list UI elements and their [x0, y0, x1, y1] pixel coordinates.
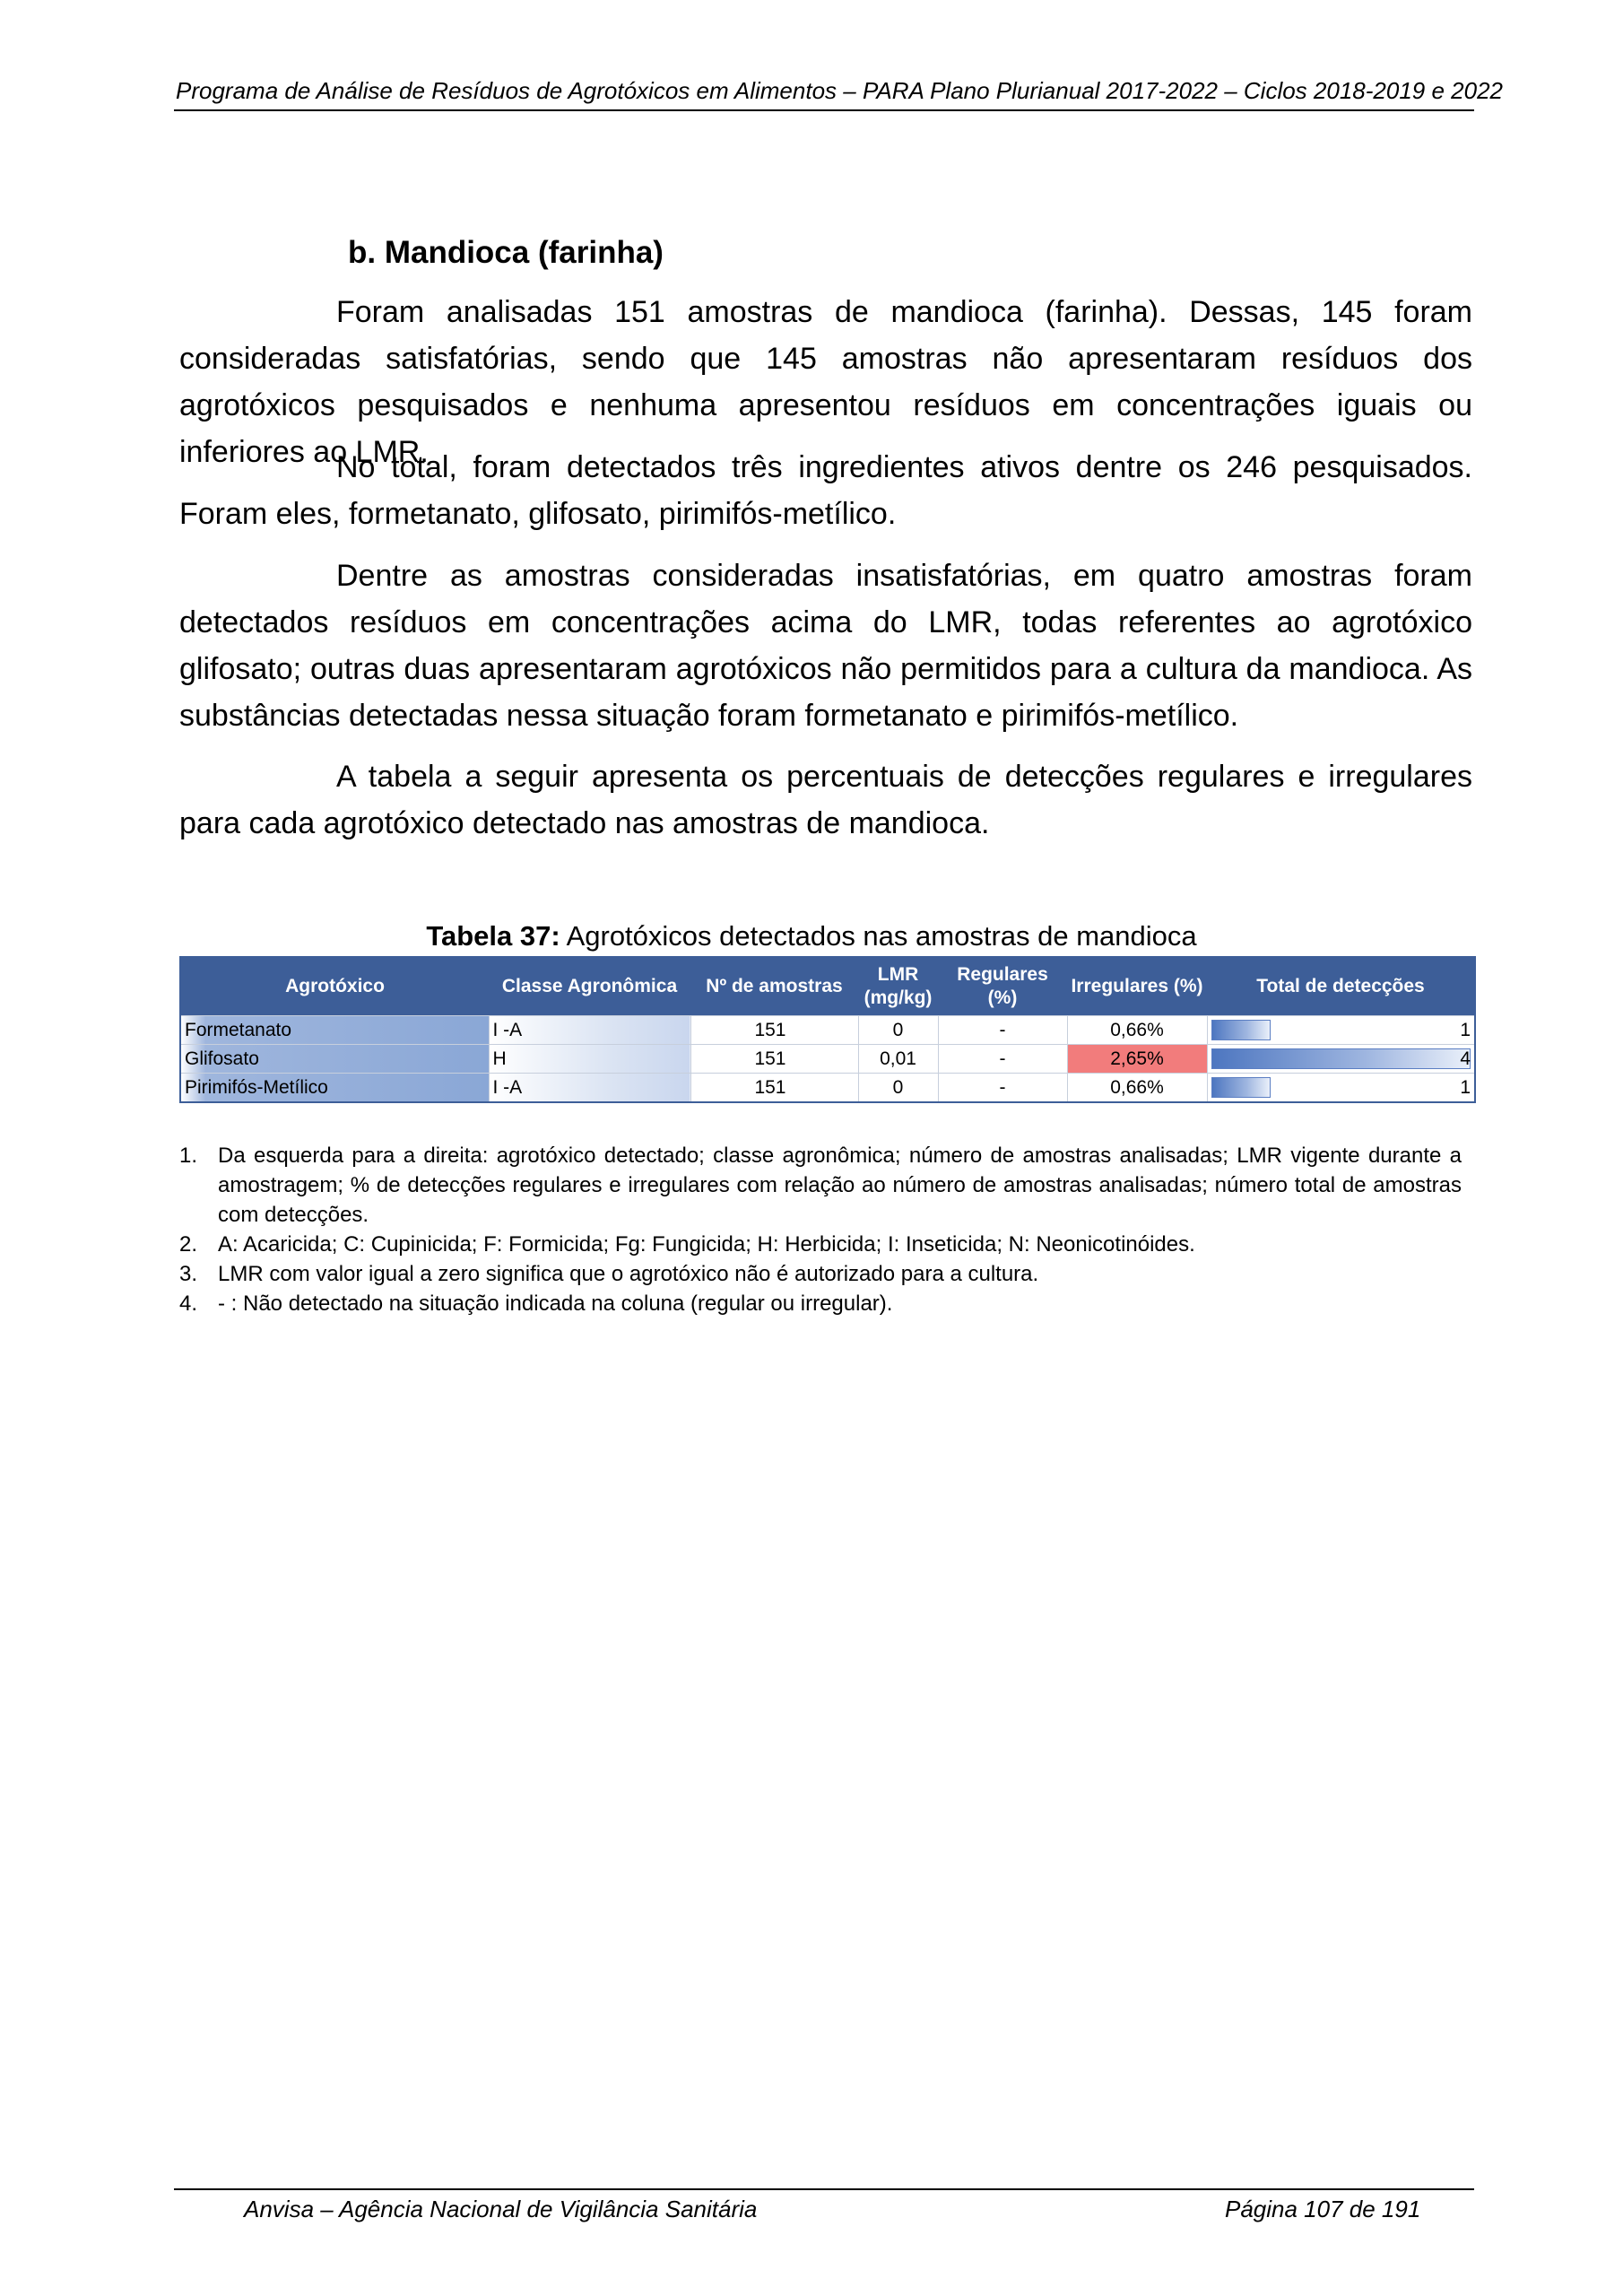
cell-classe: I -A	[489, 1016, 690, 1045]
detections-value: 1	[1460, 1019, 1471, 1040]
paragraph-samples: Foram analisadas 151 amostras de mandioca (farinha). Dessas, 145 foram consideradas satisfatórias, sendo que 145 amostras não apresentaram resíduos dos agrotóxicos pesquisados e nenhuma apresentou resíduos em concentrações iguais ou inferiores ao LMR.	[179, 295, 1472, 469]
col-header-agrotoxico: Agrotóxico	[180, 957, 489, 1016]
cell-lmr: 0	[858, 1074, 938, 1103]
cell-regulares: -	[938, 1045, 1067, 1074]
page-header: Programa de Análise de Resíduos de Agrotóxicos em Alimentos – PARA Plano Plurianual 2017-2022 – Ciclos 2018-2019 e 2022	[176, 77, 1503, 104]
table-caption-label: Tabela 37:	[426, 920, 560, 952]
note-number: 1.	[179, 1144, 198, 1168]
paragraph-active-ingredients: No total, foram detectados três ingredientes ativos dentre os 246 pesquisados. Foram eles, formetanato, glifosato, pirimifós-metílico.	[179, 450, 1472, 531]
note-item	[179, 1230, 1462, 1259]
table-header-row	[180, 957, 1475, 1016]
pesticide-table	[179, 956, 1476, 1103]
cell-irregulares: 2,65%	[1067, 1045, 1207, 1074]
cell-classe: H	[489, 1045, 690, 1074]
cell-lmr: 0,01	[858, 1045, 938, 1074]
cell-classe: I -A	[489, 1074, 690, 1103]
footer-page-number: Página 107 de 191	[1225, 2196, 1421, 2222]
note-text: - : Não detectado na situação indicada na coluna (regular ou irregular).	[218, 1292, 893, 1316]
cell-lmr: 0	[858, 1016, 938, 1045]
col-header-lmr: LMR (mg/kg)	[858, 957, 938, 1016]
paragraph-unsatisfactory: Dentre as amostras consideradas insatisfatórias, em quatro amostras foram detectados resíduos em concentrações acima do LMR, todas referentes ao agrotóxico glifosato; outras duas apresentaram agrotóxicos não permitidos para a cultura da mandioca. As substâncias detectadas nessa situação foram formetanato e pirimifós-metílico.	[179, 559, 1472, 733]
cell-agrotoxico: Formetanato	[180, 1016, 489, 1045]
detections-value: 1	[1460, 1076, 1471, 1098]
detections-value: 4	[1460, 1048, 1471, 1069]
table-row	[180, 1074, 1475, 1103]
note-number: 4.	[179, 1292, 198, 1316]
header-divider	[174, 109, 1474, 111]
note-text: Da esquerda para a direita: agrotóxico detectado; classe agronômica; número de amostras analisadas; LMR vigente durante a amostragem; % de detecções regulares e irregulares com relação ao número de amostras analisadas; número total de amostras com detecções.	[218, 1144, 1462, 1227]
col-header-total: Total de detecções	[1207, 957, 1475, 1016]
note-text: LMR com valor igual a zero significa que o agrotóxico não é autorizado para a cultura.	[218, 1262, 1039, 1286]
note-number: 3.	[179, 1262, 198, 1286]
cell-agrotoxico: Glifosato	[180, 1045, 489, 1074]
footer-agency: Anvisa – Agência Nacional de Vigilância Sanitária	[244, 2196, 758, 2222]
footer-divider	[174, 2188, 1474, 2190]
table-row	[180, 1016, 1475, 1045]
col-header-classe: Classe Agronômica	[489, 957, 690, 1016]
note-item	[179, 1289, 1462, 1318]
cell-amostras: 151	[690, 1074, 858, 1103]
detections-bar	[1211, 1077, 1271, 1098]
cell-irregulares: 0,66%	[1067, 1016, 1207, 1045]
note-item	[179, 1141, 1462, 1230]
detections-bar	[1211, 1048, 1471, 1069]
col-header-amostras: Nº de amostras	[690, 957, 858, 1016]
note-item	[179, 1259, 1462, 1289]
table-row	[180, 1045, 1475, 1074]
table-caption	[0, 920, 1623, 952]
cell-total	[1207, 1045, 1475, 1074]
note-text: A: Acaricida; C: Cupinicida; F: Formicida; Fg: Fungicida; H: Herbicida; I: Inseticida; N: Neonicotinóides.	[218, 1232, 1195, 1257]
cell-total	[1207, 1016, 1475, 1045]
col-header-regulares: Regulares (%)	[938, 957, 1067, 1016]
cell-total	[1207, 1074, 1475, 1103]
table-notes	[179, 1141, 1462, 1318]
cell-amostras: 151	[690, 1045, 858, 1074]
section-title: b. Mandioca (farinha)	[348, 235, 664, 270]
cell-agrotoxico: Pirimifós-Metílico	[180, 1074, 489, 1103]
cell-regulares: -	[938, 1074, 1067, 1103]
cell-irregulares: 0,66%	[1067, 1074, 1207, 1103]
col-header-irregulares: Irregulares (%)	[1067, 957, 1207, 1016]
paragraph-table-intro: A tabela a seguir apresenta os percentuais de detecções regulares e irregulares para cada agrotóxico detectado nas amostras de mandioca.	[179, 760, 1472, 840]
table-caption-text: Agrotóxicos detectados nas amostras de mandioca	[560, 920, 1197, 952]
cell-regulares: -	[938, 1016, 1067, 1045]
cell-amostras: 151	[690, 1016, 858, 1045]
note-number: 2.	[179, 1232, 198, 1257]
detections-bar	[1211, 1020, 1271, 1040]
